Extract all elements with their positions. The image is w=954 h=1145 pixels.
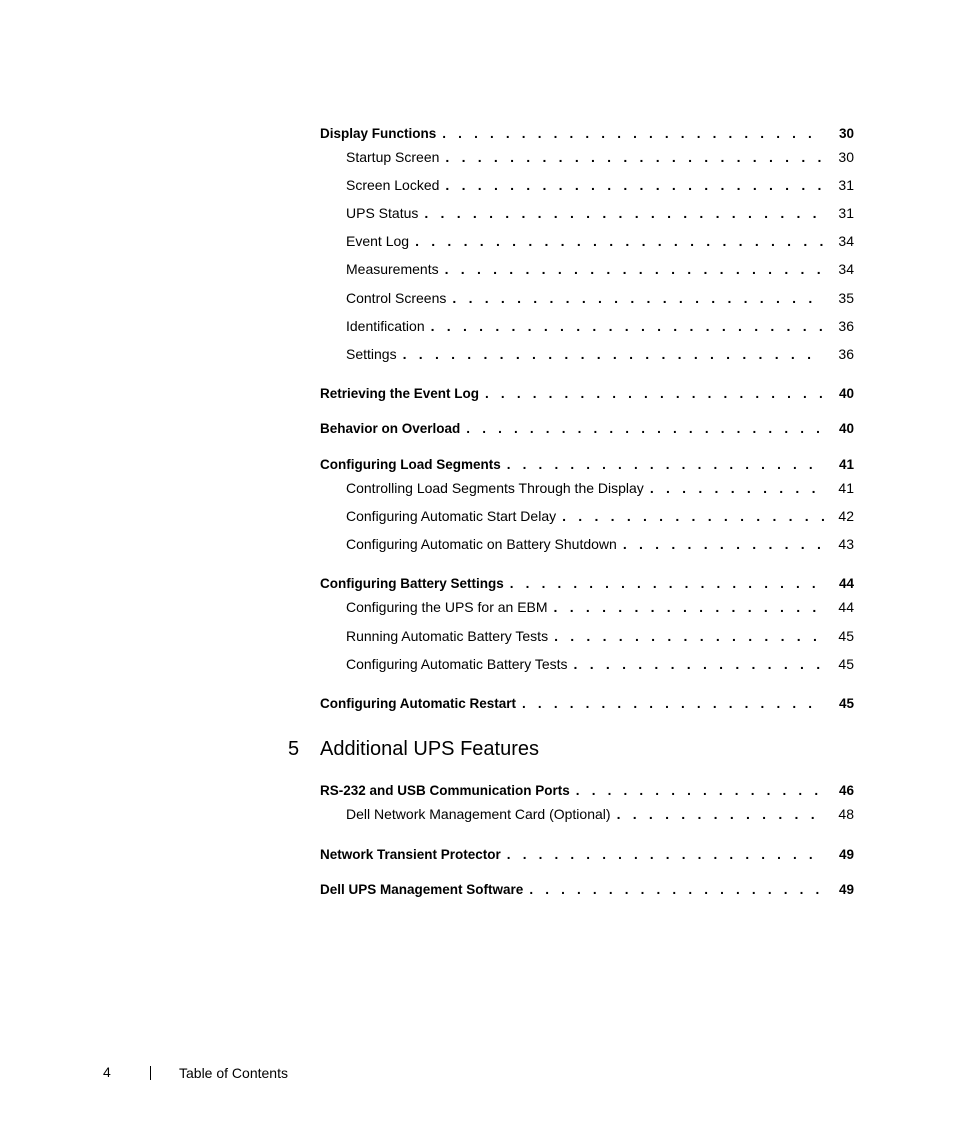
toc-entry-page: 36 (838, 346, 854, 362)
toc-entry-page: 34 (838, 233, 854, 249)
toc-entry-label: Startup Screen (346, 149, 440, 165)
dot-leader (431, 317, 824, 335)
toc-entry[interactable] (320, 420, 854, 438)
toc-entry-label: Display Functions (320, 126, 437, 141)
toc-entry-label: Control Screens (346, 290, 447, 306)
toc-entry[interactable] (346, 479, 854, 497)
toc-entry-page: 49 (838, 847, 854, 862)
toc-entry-label: Configuring Automatic Restart (320, 696, 517, 711)
toc-entry[interactable] (346, 627, 854, 645)
toc-entry-page: 44 (838, 576, 854, 591)
toc-entry-label: Retrieving the Event Log (320, 386, 480, 401)
toc-entry-page: 40 (838, 421, 854, 436)
toc-entry-label: Configuring Battery Settings (320, 576, 504, 591)
toc-entry-page: 48 (838, 806, 854, 822)
toc-entry-label: Settings (346, 346, 397, 362)
toc-entry[interactable] (320, 575, 854, 593)
toc-entry[interactable] (346, 260, 854, 278)
dot-leader (617, 805, 824, 823)
toc-entry-label: Configuring Automatic Start Delay (346, 508, 557, 524)
toc-entry[interactable] (346, 232, 854, 250)
toc-entry-label: Controlling Load Segments Through the Display (346, 480, 644, 496)
toc-entry[interactable] (320, 456, 854, 474)
toc-entry-page: 31 (838, 177, 854, 193)
toc-entry-page: 41 (838, 457, 854, 472)
toc-entry-label: Identification (346, 318, 425, 334)
dot-leader (554, 627, 824, 645)
dot-leader (507, 456, 824, 474)
toc-entry-page: 45 (838, 628, 854, 644)
dot-leader (562, 507, 824, 525)
toc-entry-page: 46 (838, 783, 854, 798)
dot-leader (466, 420, 824, 438)
dot-leader (445, 260, 824, 278)
toc-entry[interactable] (346, 345, 854, 363)
toc-entry[interactable] (346, 148, 854, 166)
toc-entry-label: Event Log (346, 233, 410, 249)
toc-entry-page: 40 (838, 386, 854, 401)
dot-leader (522, 695, 824, 713)
dot-leader (650, 479, 824, 497)
toc-entry[interactable] (346, 805, 854, 823)
toc-entry-page: 44 (838, 599, 854, 615)
toc-entry[interactable] (320, 385, 854, 403)
toc-entry-page: 49 (838, 882, 854, 897)
dot-leader (574, 655, 824, 673)
toc-entry-label: Configuring Automatic Battery Tests (346, 656, 568, 672)
toc-entry[interactable] (320, 695, 854, 713)
dot-leader (424, 204, 824, 222)
dot-leader (623, 535, 824, 553)
dot-leader (415, 232, 824, 250)
toc-entry[interactable] (320, 846, 854, 864)
toc-entry[interactable] (346, 289, 854, 307)
toc-entry-page: 31 (838, 205, 854, 221)
toc-entry[interactable] (320, 125, 854, 143)
dot-leader (445, 148, 824, 166)
toc-entry-page: 30 (838, 126, 854, 141)
toc-entry-label: Dell Network Management Card (Optional) (346, 806, 611, 822)
toc-entry[interactable] (320, 782, 854, 800)
toc-entry-page: 35 (838, 290, 854, 306)
toc-entry-page: 34 (838, 261, 854, 277)
chapter-number: 5 (288, 738, 300, 760)
dot-leader (529, 881, 824, 899)
toc-entry[interactable] (346, 598, 854, 616)
toc-entry[interactable] (346, 507, 854, 525)
dot-leader (442, 125, 824, 143)
toc-entry-label: Configuring Load Segments (320, 457, 501, 472)
toc-entry-page: 43 (838, 536, 854, 552)
toc-entry-page: 45 (838, 656, 854, 672)
toc-entry-page: 41 (838, 480, 854, 496)
dot-leader (576, 782, 824, 800)
dot-leader (452, 289, 824, 307)
dot-leader (485, 385, 824, 403)
dot-leader (510, 575, 824, 593)
dot-leader (507, 846, 824, 864)
toc-entry-label: Behavior on Overload (320, 421, 461, 436)
toc-entry-page: 30 (838, 149, 854, 165)
footer-divider (150, 1066, 151, 1080)
footer-page-number: 4 (103, 1064, 111, 1080)
toc-entry-label: Dell UPS Management Software (320, 882, 524, 897)
toc-entry[interactable] (346, 655, 854, 673)
toc-entry-label: Running Automatic Battery Tests (346, 628, 549, 644)
dot-leader (403, 345, 824, 363)
toc-entry-page: 36 (838, 318, 854, 334)
toc-entry[interactable] (346, 317, 854, 335)
toc-entry[interactable] (320, 881, 854, 899)
dot-leader (554, 598, 824, 616)
toc-entry-label: Network Transient Protector (320, 847, 501, 862)
toc-entry-label: Screen Locked (346, 177, 440, 193)
toc-entry[interactable] (346, 176, 854, 194)
page-footer (0, 1064, 954, 1084)
toc-entry-label: Measurements (346, 261, 439, 277)
toc-entry-page: 45 (838, 696, 854, 711)
toc-entry-label: RS-232 and USB Communication Ports (320, 783, 570, 798)
dot-leader (445, 176, 824, 194)
chapter-title: Additional UPS Features (320, 738, 540, 760)
toc-entry[interactable] (346, 204, 854, 222)
toc-entry[interactable] (346, 535, 854, 553)
chapter-heading[interactable] (288, 736, 539, 762)
footer-section-title: Table of Contents (179, 1065, 288, 1081)
toc-entry-label: Configuring Automatic on Battery Shutdown (346, 536, 617, 552)
toc-entry-page: 42 (838, 508, 854, 524)
toc-entry-label: UPS Status (346, 205, 419, 221)
toc-entry-label: Configuring the UPS for an EBM (346, 599, 548, 615)
